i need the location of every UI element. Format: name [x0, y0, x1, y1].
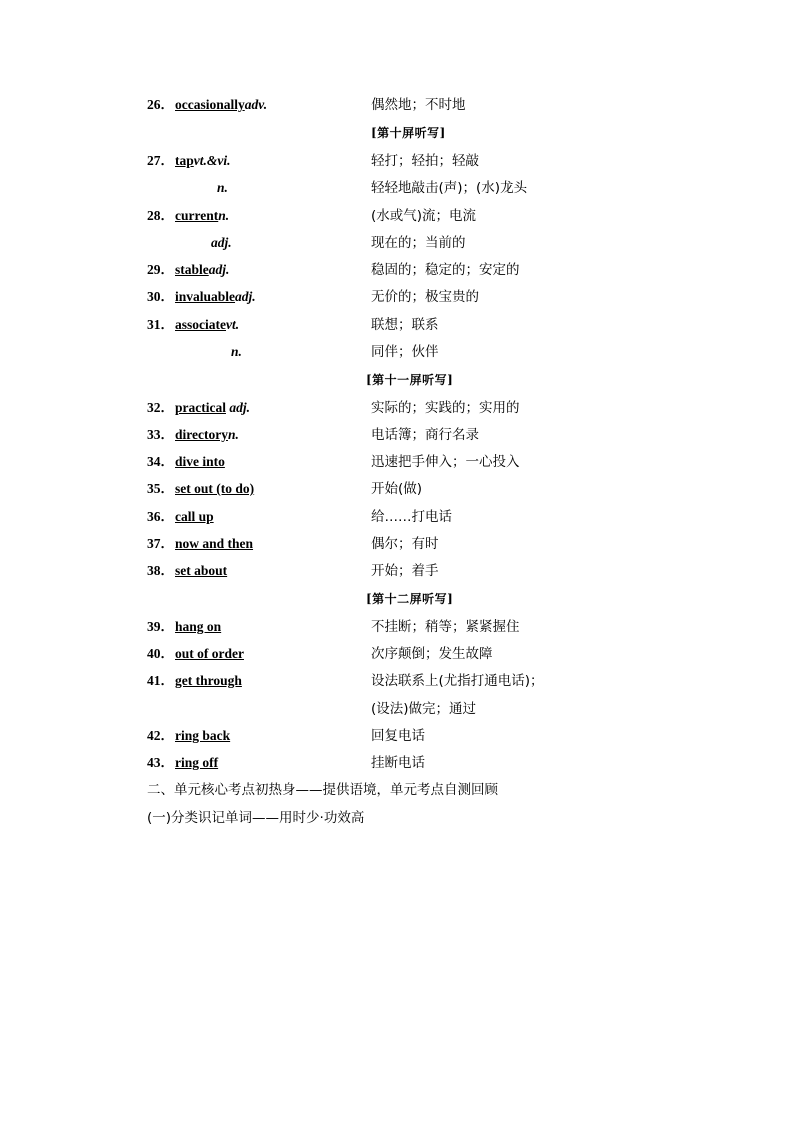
term-word: hang on: [175, 619, 222, 634]
english-term: [175, 449, 225, 475]
vocab-row-41-sub: [0, 696, 794, 722]
chinese-meaning: 偶尔；有时: [371, 536, 439, 552]
part-of-speech: adj.: [211, 235, 232, 250]
part-of-speech: adj.: [208, 262, 230, 277]
term-word: set about: [175, 563, 228, 578]
chinese-meaning: 轻打；轻拍；轻敲: [371, 153, 479, 169]
subsection-heading-1: (一)分类识记单词——用时少·功效高: [147, 810, 365, 826]
item-number: 31．: [147, 317, 174, 332]
section-heading-2: 二、单元核心考点初热身——提供语境，单元考点自测回顾: [147, 782, 498, 798]
item-number: 34．: [147, 454, 174, 469]
chinese-meaning: 实际的；实践的；实用的: [371, 400, 520, 416]
item-number: 35．: [147, 481, 174, 496]
part-of-speech: vt.&vi.: [193, 153, 231, 168]
chinese-meaning: 给……打电话: [371, 509, 452, 525]
term-word: associate: [175, 317, 226, 332]
part-of-speech: adj.: [235, 289, 256, 304]
english-term: [175, 92, 267, 118]
part-of-speech: n.: [218, 208, 230, 223]
part-of-speech: adj.: [225, 400, 250, 415]
item-number: 27．: [147, 153, 174, 168]
vocab-row-33: [0, 422, 794, 448]
chinese-meaning: 开始；着手: [371, 563, 439, 579]
english-term: [175, 504, 214, 530]
vocab-row-31: [0, 312, 794, 338]
vocab-row-28: [0, 203, 794, 229]
chinese-meaning: 现在的；当前的: [371, 235, 466, 251]
english-term: [175, 395, 250, 421]
vocab-row-43: [0, 750, 794, 776]
item-number: 32．: [147, 400, 174, 415]
english-term: [175, 203, 229, 229]
term-word: now and then: [175, 536, 254, 551]
term-word: set out (to do): [175, 481, 255, 496]
chinese-meaning: 开始(做): [371, 481, 423, 497]
item-number: 42．: [147, 728, 174, 743]
chinese-meaning: (水或气)流；电流: [371, 208, 477, 224]
section-row: [0, 367, 794, 393]
vocab-row-32: [0, 395, 794, 421]
term-word: tap: [175, 153, 194, 168]
english-term: [175, 750, 218, 776]
term-word: occasionally: [175, 97, 245, 112]
item-number: 33．: [147, 427, 174, 442]
term-word: dive into: [175, 454, 225, 469]
vocab-row-37: [0, 531, 794, 557]
vocab-row-30: [0, 284, 794, 310]
english-term: [175, 531, 253, 557]
term-word: directory: [175, 427, 228, 442]
section-label-11: [第十一屏听写]: [366, 373, 454, 387]
chinese-meaning: 无价的；极宝贵的: [371, 289, 479, 305]
term-word: get through: [175, 673, 242, 688]
english-term: [175, 668, 242, 694]
item-number: 28．: [147, 208, 174, 223]
english-term: [175, 723, 230, 749]
item-number: 26．: [147, 97, 174, 112]
part-of-speech: n.: [231, 344, 242, 359]
part-of-speech: n.: [227, 427, 239, 442]
english-term: [175, 641, 244, 667]
term-word: current: [175, 208, 219, 223]
term-word: ring off: [175, 755, 219, 770]
chinese-meaning: 次序颠倒；发生故障: [371, 646, 493, 662]
item-number: 36．: [147, 509, 174, 524]
chinese-meaning: 不挂断；稍等；紧紧握住: [371, 619, 520, 635]
term-word: ring back: [175, 728, 231, 743]
english-term: [175, 312, 239, 338]
vocab-row-41: [0, 668, 794, 694]
vocab-row-42: [0, 723, 794, 749]
english-term: [175, 422, 239, 448]
item-number: 41．: [147, 673, 174, 688]
chinese-meaning: 设法联系上(尤指打通电话)；: [371, 673, 544, 689]
chinese-meaning: 挂断电话: [371, 755, 425, 771]
vocab-row-31-sub: [0, 339, 794, 365]
vocab-row-29: [0, 257, 794, 283]
section-label-10: [第十屏听写]: [371, 126, 446, 140]
term-word: call up: [175, 509, 214, 524]
part-of-speech: vt.: [226, 317, 240, 332]
heading-row: [0, 777, 794, 803]
item-number: 29．: [147, 262, 174, 277]
english-term: [175, 614, 221, 640]
vocab-row-26: [0, 92, 794, 118]
part-of-speech: adv.: [244, 97, 268, 112]
vocab-row-28-sub: [0, 230, 794, 256]
chinese-meaning: 电话簿；商行名录: [371, 427, 479, 443]
english-term: [175, 257, 229, 283]
english-term: [175, 558, 227, 584]
vocab-row-34: [0, 449, 794, 475]
item-number: 30．: [147, 289, 174, 304]
item-number: 43．: [147, 755, 174, 770]
item-number: 38．: [147, 563, 174, 578]
chinese-meaning: 同伴；伙伴: [371, 344, 439, 360]
section-label-12: [第十二屏听写]: [366, 592, 454, 606]
term-word: stable: [175, 262, 209, 277]
vocab-row-40: [0, 641, 794, 667]
item-number: 39．: [147, 619, 174, 634]
chinese-meaning: 偶然地；不时地: [371, 97, 466, 113]
section-row: [0, 586, 794, 612]
vocab-row-39: [0, 614, 794, 640]
chinese-meaning: 稳固的；稳定的；安定的: [371, 262, 520, 278]
term-word: out of order: [175, 646, 244, 661]
chinese-meaning: 回复电话: [371, 728, 425, 744]
vocab-row-36: [0, 504, 794, 530]
chinese-meaning: 迅速把手伸入；一心投入: [371, 454, 520, 470]
item-number: 40．: [147, 646, 174, 661]
english-term: [175, 148, 231, 174]
part-of-speech: n.: [217, 180, 228, 195]
heading-row: [0, 805, 794, 831]
vocab-row-38: [0, 558, 794, 584]
vocab-row-27: [0, 148, 794, 174]
section-row: [0, 120, 794, 146]
chinese-meaning: 轻轻地敲击(声)；(水)龙头: [371, 180, 528, 196]
term-word: invaluable: [175, 289, 236, 304]
vocab-row-27-sub: [0, 175, 794, 201]
english-term: [175, 476, 254, 502]
item-number: 37．: [147, 536, 174, 551]
term-word: practical: [175, 400, 226, 415]
chinese-meaning: (设法)做完；通过: [371, 701, 477, 717]
vocab-row-35: [0, 476, 794, 502]
chinese-meaning: 联想；联系: [371, 317, 439, 333]
english-term: [175, 284, 256, 310]
